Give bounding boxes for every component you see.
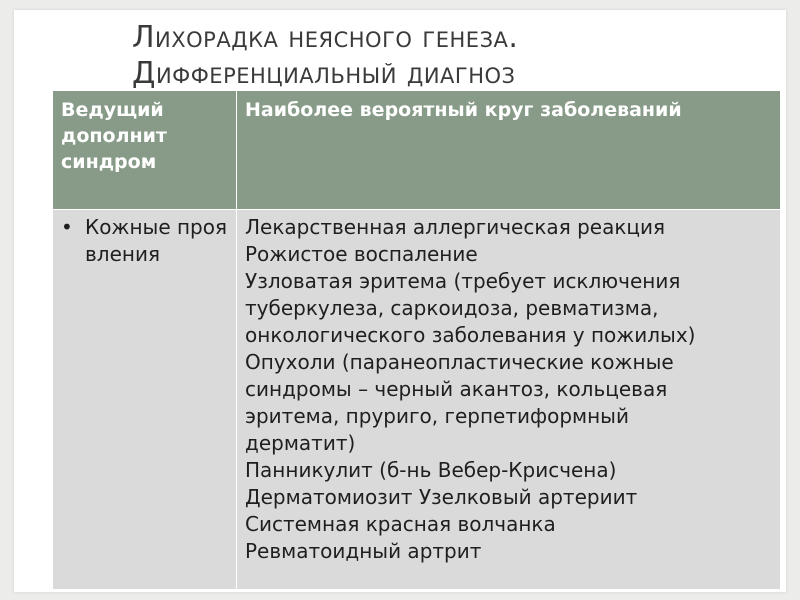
disease-line: Дерматомиозит Узелковый артериит [245,485,638,509]
syndrome-cell [53,210,237,590]
table-row [53,210,781,590]
slide [14,10,786,592]
disease-line: эритема, пруриго, герпетиформный [245,404,629,428]
diagnosis-table [52,90,781,590]
bullet-icon: • [61,215,73,239]
disease-line: Узловатая эритема (требует исключения [245,269,681,293]
header-syndrome: Ведущий дополнит синдром [53,91,237,210]
diseases-cell [237,210,781,590]
disease-line: Лекарственная аллергическая реакция [245,215,666,239]
disease-line: Опухоли (паранеопластические кожные [245,350,674,374]
disease-line: Рожистое воспаление [245,242,478,266]
disease-line: туберкулеза, саркоидоза, ревматизма, [245,296,659,320]
disease-line: синдромы – черный акантоз, кольцевая [245,377,668,401]
table-header-row [53,91,781,210]
slide-title [132,20,772,92]
disease-line: Ревматоидный артрит [245,539,482,563]
disease-line: дерматит) [245,431,356,455]
syndrome-text: Кожные проявления [85,215,228,266]
header-diseases: Наиболее вероятный круг заболеваний [237,91,781,210]
disease-line: Системная красная волчанка [245,512,556,536]
disease-line: Панникулит (б-нь Вебер-Крисчена) [245,458,617,482]
title-line-2: Дифференциальный диагноз [132,56,516,91]
disease-line: онкологического заболевания у пожилых) [245,323,696,347]
title-line-1: Лихорадка неясного генеза. [132,20,519,55]
